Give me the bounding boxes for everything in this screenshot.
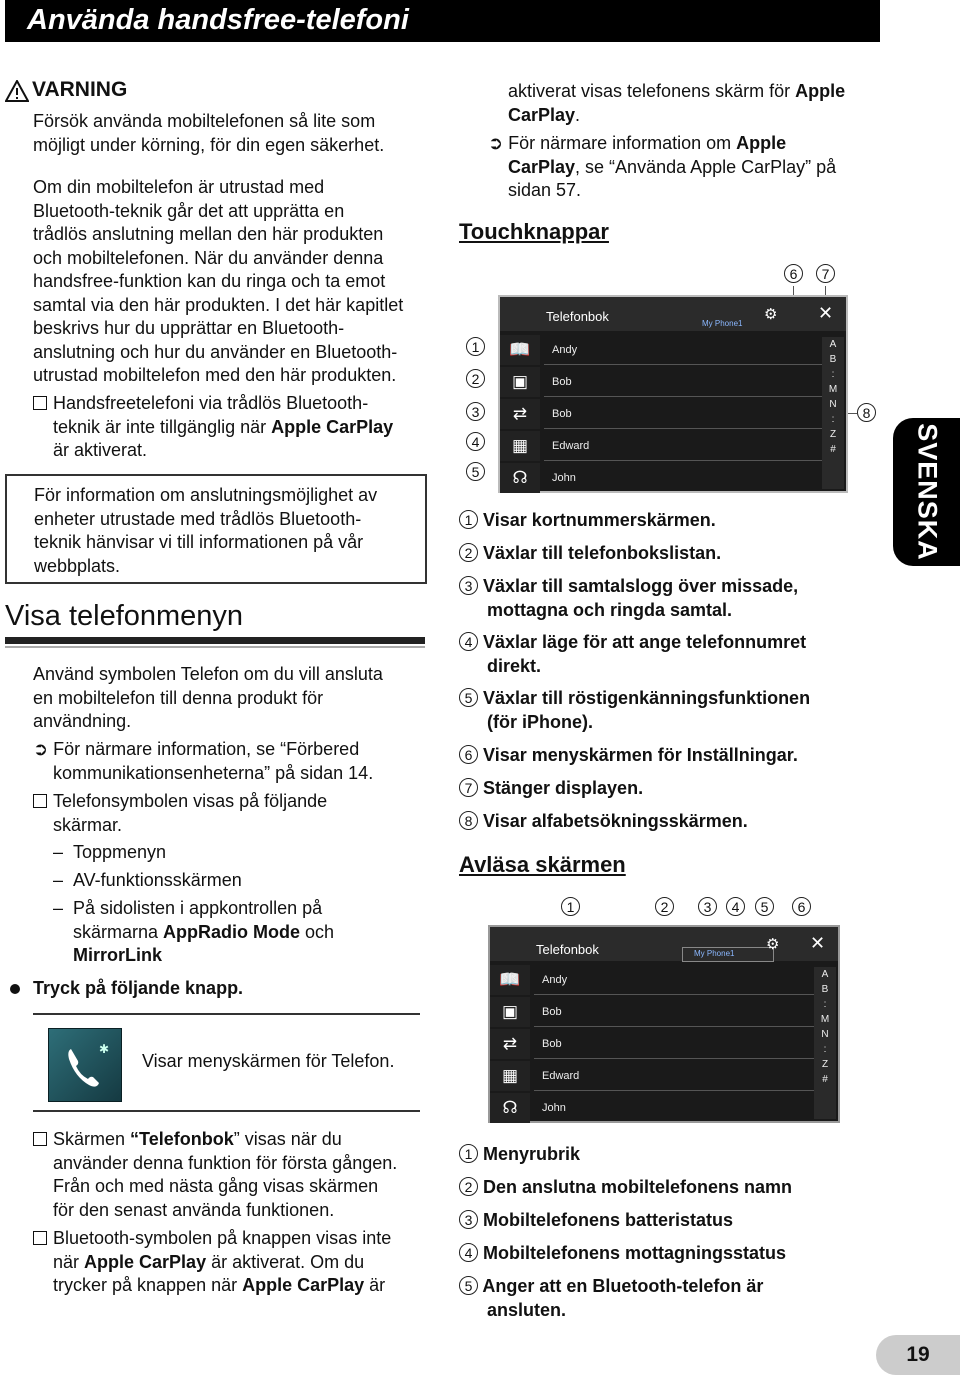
arrow-icon: ➲ bbox=[33, 739, 54, 759]
contact-row[interactable]: Andy bbox=[544, 335, 834, 365]
language-tab: SVENSKA bbox=[893, 418, 960, 566]
call-history-icon[interactable]: ⇄ bbox=[490, 1029, 530, 1059]
section-note-2: Skärmen “Telefonbok” visas när du använder denna funktion för första gången. Från och med nästa gång visas skärmen för den senast använda funktionen. bbox=[33, 1128, 453, 1222]
list-item: 3 Mobiltelefonens batteristatus bbox=[459, 1209, 733, 1233]
callout-2: 2 bbox=[466, 369, 485, 390]
keypad-icon[interactable]: ▦ bbox=[490, 1061, 530, 1091]
list-item: 6 Visar menyskärmen för Inställningar. bbox=[459, 744, 798, 768]
touch-screen bbox=[498, 295, 848, 493]
list-item: 4 Mobiltelefonens mottagningsstatus bbox=[459, 1242, 786, 1266]
svg-text:✱: ✱ bbox=[99, 1042, 110, 1056]
alpha-index[interactable]: A B : M N : Z # bbox=[814, 967, 836, 1119]
contact-row[interactable]: Bob bbox=[544, 399, 834, 429]
contact-row[interactable]: Edward bbox=[534, 1061, 824, 1091]
contact-row[interactable]: John bbox=[552, 472, 576, 484]
table-top-rule bbox=[33, 1013, 420, 1015]
call-history-icon[interactable]: ⇄ bbox=[500, 399, 540, 429]
callout-8: 8 bbox=[857, 403, 876, 424]
keypad-icon[interactable]: ▦ bbox=[500, 431, 540, 461]
read-title: Avläsa skärmen bbox=[459, 852, 626, 877]
section-title: Visa telefonmenyn bbox=[5, 600, 244, 632]
contact-row[interactable]: John bbox=[542, 1102, 566, 1114]
speed-dial-icon[interactable]: 📖 bbox=[490, 965, 530, 995]
contact-row[interactable]: Bob bbox=[544, 367, 834, 397]
section-note-1: Telefonsymbolen visas på följande skärmar. bbox=[33, 790, 453, 837]
intro-note: Handsfreetelefoni via trådlös Bluetooth- teknik är inte tillgänglig när Apple CarPlay är aktiverat. bbox=[33, 392, 453, 463]
voice-icon[interactable]: ☊ bbox=[500, 463, 540, 493]
callout-r4: 4 bbox=[726, 897, 745, 918]
screen-title: Telefonbok bbox=[536, 942, 599, 957]
list-item: 7 Stänger displayen. bbox=[459, 777, 643, 801]
phonebook-icon[interactable]: ▣ bbox=[490, 997, 530, 1027]
info-box: För information om anslutningsmöjlighet av enheter utrustade med trådlös Bluetooth- teknik hänvisar vi till informationen på vår webbplats. bbox=[5, 474, 427, 584]
warning-text: Försök använda mobiltelefonen så lite som möjligt under körning, för din egen säkerhet. bbox=[33, 111, 385, 155]
close-icon[interactable]: ✕ bbox=[818, 303, 834, 323]
gear-icon[interactable]: ⚙ bbox=[764, 306, 778, 323]
step-text: Tryck på följande knapp. bbox=[33, 978, 244, 998]
screen-device: My Phone1 bbox=[702, 319, 743, 328]
arrow-icon: ➲ bbox=[488, 133, 509, 153]
table-bottom-rule bbox=[33, 1110, 420, 1112]
section-rule bbox=[5, 637, 425, 644]
checkbox-icon bbox=[33, 396, 47, 410]
list-item: 5 Växlar till röstigenkänningsfunktionen (för iPhone). bbox=[459, 687, 859, 734]
callout-7: 7 bbox=[816, 264, 835, 285]
screen-title: Telefonbok bbox=[546, 309, 609, 324]
phonebook-icon[interactable]: ▣ bbox=[500, 367, 540, 397]
close-icon[interactable]: ✕ bbox=[810, 933, 826, 953]
section-note-3: Bluetooth-symbolen på knappen visas inte när Apple CarPlay är aktiverat. Om du trycker på knappen när Apple CarPlay är bbox=[33, 1227, 453, 1298]
section-rule-thin bbox=[5, 646, 425, 648]
list-item: 1 Visar kortnummerskärmen. bbox=[459, 509, 716, 533]
page-number: 19 bbox=[876, 1335, 960, 1375]
callout-r5: 5 bbox=[755, 897, 774, 918]
list-item: 5 Anger att en Bluetooth-telefon är ansluten. bbox=[459, 1275, 859, 1322]
page-header: Använda handsfree-telefoni bbox=[5, 0, 880, 42]
list-item: 4 Växlar läge för att ange telefonnumret direkt. bbox=[459, 631, 859, 678]
list-item: 2 Växlar till telefonbokslistan. bbox=[459, 542, 721, 566]
callout-1: 1 bbox=[466, 337, 485, 358]
phone-button-icon[interactable] bbox=[48, 1028, 122, 1102]
table-description: Visar menyskärmen för Telefon. bbox=[142, 1051, 395, 1071]
checkbox-icon bbox=[33, 1231, 47, 1245]
contact-row[interactable]: Edward bbox=[544, 431, 834, 461]
section-paragraph: Använd symbolen Telefon om du vill ansluta en mobiltelefon till denna produkt för användning. bbox=[33, 664, 383, 731]
callout-r6: 6 bbox=[792, 897, 811, 918]
checkbox-icon bbox=[33, 1132, 47, 1146]
screen-device: My Phone1 bbox=[694, 949, 735, 958]
callout-r2: 2 bbox=[655, 897, 674, 918]
voice-icon[interactable]: ☊ bbox=[490, 1093, 530, 1123]
callout-r3: 3 bbox=[698, 897, 717, 918]
callout-5: 5 bbox=[466, 462, 485, 483]
contact-row[interactable]: Bob bbox=[534, 997, 824, 1027]
screens-list: – Toppmenyn – AV-funktionsskärmen – På sidolisten i appkontrollen på skärmarna AppRadio Mode och MirrorLink bbox=[53, 842, 335, 965]
speed-dial-icon[interactable]: 📖 bbox=[500, 335, 540, 365]
checkbox-icon bbox=[33, 794, 47, 808]
warning-icon bbox=[5, 80, 29, 102]
callout-r1: 1 bbox=[561, 897, 580, 918]
touch-title: Touchknappar bbox=[459, 219, 609, 244]
intro-paragraph: Om din mobiltelefon är utrustad med Bluetooth-teknik går det att upprätta en trådlös anslutning mellan den här produkten och mobiltelefonen. När du använder denna handsfree-funktion kan du ringa och ta emot samtal via den här produkten. I det här kapitlet beskrivs hur du upprättar en Bluetooth- anslutning och hur du använder en Bluetooth- utrustad mobiltelefon med den här produkten. bbox=[33, 177, 404, 385]
callout-3: 3 bbox=[466, 402, 485, 423]
contact-row[interactable]: Bob bbox=[534, 1029, 824, 1059]
list-item: 2 Den anslutna mobiltelefonens namn bbox=[459, 1176, 792, 1200]
list-item: 3 Växlar till samtalslogg över missade, mottagna och ringda samtal. bbox=[459, 575, 859, 622]
warning-title: VARNING bbox=[32, 78, 128, 101]
right-top-text: aktiverat visas telefonens skärm för Apple CarPlay. ➲ För närmare information om Apple CarPlay, se “Använda Apple CarPlay” på sidan 57. bbox=[488, 81, 846, 200]
read-screen bbox=[488, 925, 840, 1123]
alpha-index[interactable]: A B : M N : Z # bbox=[822, 337, 844, 489]
list-item: 8 Visar alfabetsökningsskärmen. bbox=[459, 810, 748, 834]
list-item: 1 Menyrubrik bbox=[459, 1143, 580, 1167]
gear-icon[interactable]: ⚙ bbox=[766, 936, 780, 953]
contact-row[interactable]: Andy bbox=[534, 965, 824, 995]
callout-4: 4 bbox=[466, 432, 485, 453]
section-reference: ➲ För närmare information, se “Förbered kommunikationsenheterna” på sidan 14. bbox=[33, 739, 374, 783]
callout-6: 6 bbox=[784, 264, 803, 285]
step-bullet bbox=[10, 984, 20, 994]
leader-line bbox=[848, 413, 857, 414]
